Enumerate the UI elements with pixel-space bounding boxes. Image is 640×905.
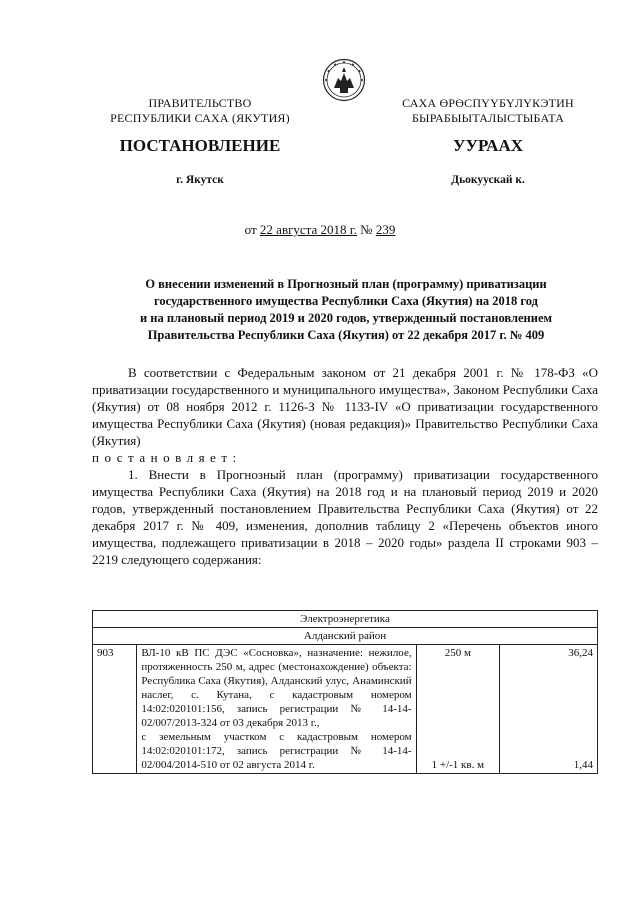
header-right-line1: САХА ӨРӨСПҮҮБҮЛҮКЭТИН [402,96,574,110]
row-area-2: 1 +/-1 кв. м [431,759,485,771]
city-ru: г. Якутск [176,174,224,186]
header-left-line1: ПРАВИТЕЛЬСТВО [148,96,252,110]
document-title [86,276,606,344]
title-line1: О внесении изменений в Прогнозный план (программу) приватизации [145,277,547,291]
row-value [500,645,598,774]
table-section-row [93,611,598,628]
row-number: 903 [93,645,137,774]
header-left-line2: РЕСПУБЛИКИ САХА (ЯКУТИЯ) [110,111,290,125]
section-header: Электроэнергетика [93,611,598,628]
paragraph-preamble: В соответствии с Федеральным законом от 21 декабря 2001 г. № 178-ФЗ «О приватизации государственного и муниципального имущества», Законом Республики Саха (Якутия) от 08 ноября 2012 г. 1126-З № 1133-IV «О приватизации государственного имущества Республики Саха (Якутия) (новая редакция)» Правительство Республики Саха (Якутия) [92,365,598,448]
row-area-1: 250 м [444,647,471,659]
decree-title-sakha: УУРААХ [453,136,523,155]
title-line2: государственного имущества Республики Саха (Якутия) на 2018 год [154,294,538,308]
document-body [92,364,598,568]
objects-table [92,610,598,774]
number-prefix: № [356,222,376,237]
date-line [0,222,640,238]
decree-date: 22 августа 2018 г. [259,222,357,237]
city-sakha: Дьокуускай к. [451,174,525,186]
district-header: Алданский район [93,628,598,645]
government-name-sakha [388,96,588,126]
title-line4: Правительства Республики Саха (Якутия) от 22 декабря 2017 г. № 409 [147,328,545,342]
row-value-2: 1,44 [573,759,593,771]
decree-title-ru: ПОСТАНОВЛЕНИЕ [119,136,281,155]
title-line3: и на плановый период 2019 и 2020 годов, утвержденный постановлением [139,311,553,325]
table-district-row [93,628,598,645]
row-value-1: 36,24 [568,647,593,659]
paragraph-item-1: 1. Внести в Прогнозный план (программу) приватизации государственного имущества Республики Саха (Якутия) на 2018 год и на плановый период 2019 и 2020 годов, утвержденный постановлением Правительства Республики Саха (Якутия) от 22 декабря 2017 г. № 409, изменения, дополнив таблицу 2 «Перечень объектов иного имущества, подлежащего приватизации в 2018 – 2020 годы» раздела II строками 903 – 2219 следующего содержания: [92,467,598,567]
date-prefix: от [244,222,260,237]
coat-of-arms-emblem [322,58,366,102]
row-description [137,645,416,774]
decree-number: 239 [375,222,396,237]
row-description-part2: с земельным участком с кадастровым номером 14:02:020101:172, запись регистрации № 14-14-02/004/2014-510 от 02 августа 2014 г. [141,731,412,771]
header-right-line2: БЫРАБЫЫТАЛЫСТЫБАТА [411,111,565,125]
row-area [416,645,499,774]
government-name-ru [100,96,300,126]
table-row [93,645,598,774]
decrees-word: постановляет: [92,450,242,465]
row-description-part1: ВЛ-10 кВ ПС ДЭС «Сосновка», назначение: нежилое, протяженность 250 м, адрес (местонахождение) объекта: Республика Саха (Якутия), Алданский улус, Анаминский наслег, с. Кутана, с кадастровым номером 14:02:020101:156, запись регистрации № 14-14-02/007/2013-324 от 03 декабря 2013 г., [141,647,412,729]
